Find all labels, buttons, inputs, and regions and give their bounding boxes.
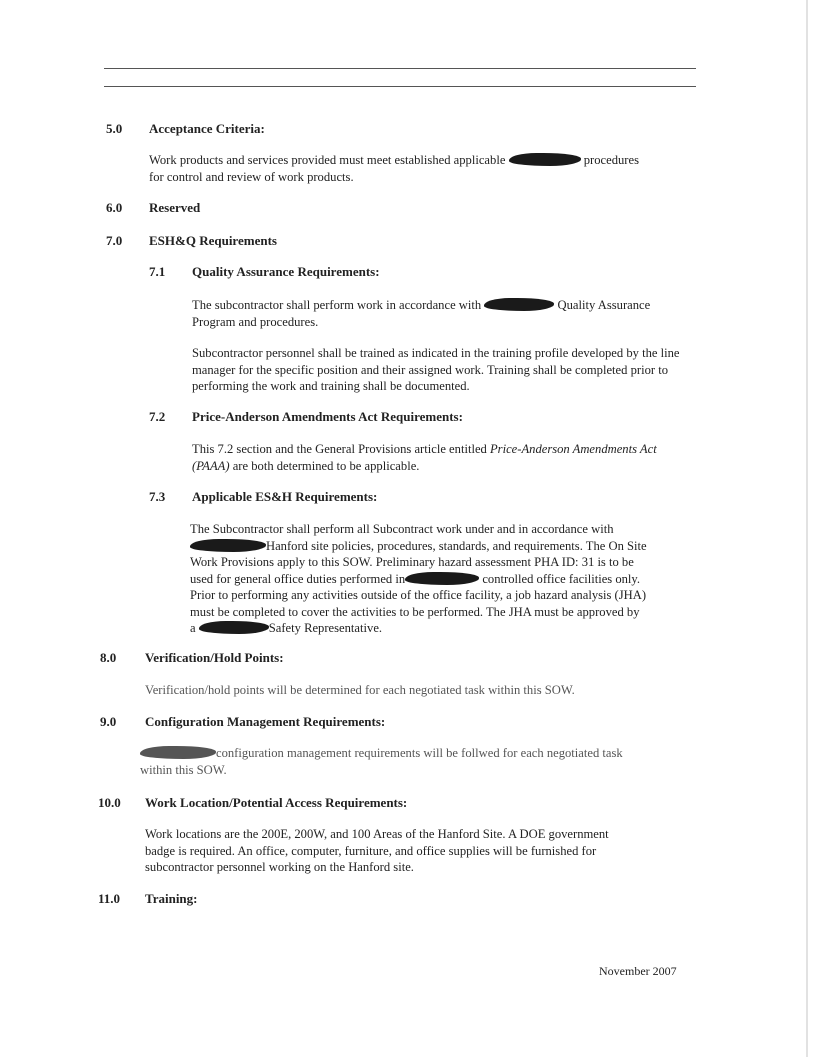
redaction-mark (190, 539, 266, 552)
scan-edge (806, 0, 808, 1057)
section-5-text: Work products and services provided must meet established applicable procedures for control and review of work products. (149, 153, 639, 184)
redaction-mark (509, 153, 581, 166)
top-rule (104, 68, 696, 69)
second-rule (104, 86, 696, 87)
section-7-1-text2: Subcontractor personnel shall be trained as indicated in the training profile developed by the line manager for the specific position and their assigned work. Training shall be completed prior to performing the work and training shall be documented. (192, 346, 680, 393)
redaction-mark (405, 572, 479, 585)
footer-date: November 2007 (599, 964, 677, 978)
section-8-text: Verification/hold points will be determined for each negotiated task within this SOW. (145, 683, 575, 697)
section-7-3-text: The Subcontractor shall perform all Subcontract work under and in accordance with Hanford site policies, procedures, standards, and requirements. The On Site Work Provisions apply to this SOW. Preliminary hazard assessment PHA ID: 31 is to be used for general office duties performed in controlled office facilities only. Prior to performing any activities outside of the office facility, a job hazard analysis (JHA) must be completed to cover the activities to be performed. The JHA must be approved by a Safety Representative. (190, 522, 647, 635)
redaction-mark (199, 621, 269, 634)
redaction-mark (140, 746, 216, 759)
section-9-text: configuration management requirements will be follwed for each negotiated task within this SOW. (140, 746, 623, 777)
section-10-text: Work locations are the 200E, 200W, and 100 Areas of the Hanford Site. A DOE government badge is required. An office, computer, furniture, and office supplies will be furnished for subcontractor personnel working on the Hanford site. (145, 827, 609, 874)
section-7-2-text: This 7.2 section and the General Provisions article entitled Price-Anderson Amendments Act (PAAA) are both determined to be applicable. (192, 442, 657, 473)
section-7-1-text1: The subcontractor shall perform work in accordance with Quality Assurance Program and procedures. (192, 298, 651, 329)
redaction-mark (484, 298, 554, 311)
